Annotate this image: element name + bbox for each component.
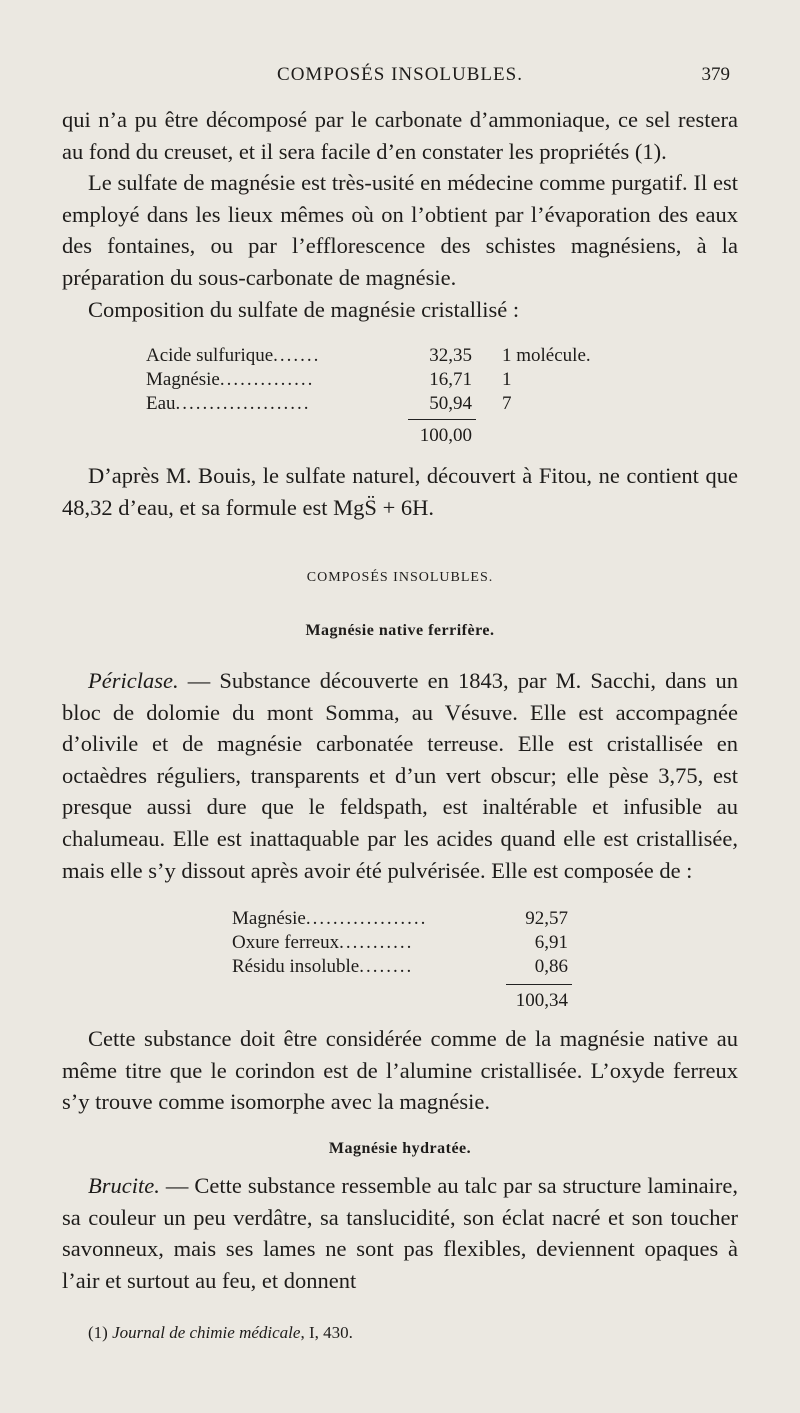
table-total: 100,34 [515, 990, 568, 1011]
table-label: Magnésie.................. [232, 908, 428, 929]
sum-rule [408, 419, 476, 420]
page-number: 379 [701, 64, 730, 85]
table-value: 50,94 [429, 393, 472, 414]
footnote: (1) Journal de chimie médicale, I, 430. [88, 1323, 353, 1342]
text-block-top [62, 104, 738, 325]
chemical-formula: MgS̈ + 6H. [333, 494, 435, 520]
table-total: 100,00 [419, 425, 472, 446]
table-molecules: 7 [502, 393, 512, 414]
table-label: Résidu insoluble........ [232, 956, 414, 977]
text-block-conclusion [62, 1023, 738, 1118]
section-heading: COMPOSÉS INSOLUBLES. [306, 570, 494, 585]
paragraph-4: D’après M. Bouis, le sulfate naturel, découvert à Fitou, ne contient que 48,32 d’eau, et sa formule est MgS̈ + 6H. [62, 463, 738, 520]
text-block-brucite [62, 1170, 738, 1296]
paragraph-1: qui n’a pu être décomposé par le carbonate d’ammoniaque, ce sel restera au fond du creuset, et il sera facile d’en constater les propriétés (1). [62, 107, 738, 164]
table-value: 92,57 [525, 908, 568, 929]
table-label: Eau.................... [146, 393, 311, 414]
running-head [70, 64, 730, 92]
paragraph-brucite: Brucite. — Cette substance ressemble au talc par sa structure laminaire, sa couleur un peu verdâtre, sa tanslucidité, son éclat nacré et son toucher savonneux, mais ses lames ne sont pas flexibles, deviennent opaques à l’air et surtout au feu, et donnent [62, 1173, 738, 1293]
table-label: Acide sulfurique....... [146, 345, 321, 366]
table-value: 0,86 [534, 956, 568, 977]
paragraph-6: Cette substance doit être considérée comme de la magnésie native au même titre que le corindon est de l’alumine cristallisée. L’oxyde ferreux s’y trouve comme isomorphe avec la magnésie. [62, 1026, 738, 1115]
composition-table-sulfate [146, 345, 666, 455]
paragraph-3: Composition du sulfate de magnésie cristallisé : [88, 296, 520, 322]
table-label: Magnésie.............. [146, 369, 315, 390]
paragraph-periclase: Périclase. — Substance découverte en 1843, par M. Sacchi, dans un bloc de dolomie du mont Somma, au Vésuve. Elle est accompagnée d’olivile et de magnésie carbonatée terreuse. Elle est cristallisée en octaèdres réguliers, transparents et d’un vert obscur; elle pèse 3,75, est presque aussi dure que le feldspath, est inaltérable et infusible au chalumeau. Elle est inattaquable par les acides quand elle est cristallisée, mais elle s’y dissout après avoir été pulvérisée. Elle est composée de : [62, 668, 738, 883]
footnote-source: Journal de chimie médicale [112, 1323, 301, 1342]
running-title: COMPOSÉS INSOLUBLES. [277, 64, 523, 85]
table-molecules: 1 molécule. [502, 345, 591, 366]
sum-rule [506, 984, 572, 985]
table-value: 32,35 [429, 345, 472, 366]
mineral-heading: Magnésie hydratée. [328, 1140, 472, 1157]
table-molecules: 1 [502, 369, 512, 390]
paragraph-2: Le sulfate de magnésie est très-usité en médecine comme purgatif. Il est employé dans les lieux mêmes où on l’obtient par l’évaporation des eaux des fontaines, ou par l’efflorescence des schistes magnésiens, à la préparation du sous-carbonate de magnésie. [62, 170, 738, 290]
text-block-periclase [62, 665, 738, 886]
mineral-name: Périclase. [88, 668, 179, 693]
composition-table-periclase [232, 908, 632, 1030]
table-value: 16,71 [429, 369, 472, 390]
table-label: Oxure ferreux........... [232, 932, 414, 953]
mineral-name: Brucite. [88, 1173, 160, 1198]
mineral-heading: Magnésie native ferrifère. [305, 622, 495, 639]
text-block-formula [62, 460, 738, 523]
table-value: 6,91 [534, 932, 568, 953]
